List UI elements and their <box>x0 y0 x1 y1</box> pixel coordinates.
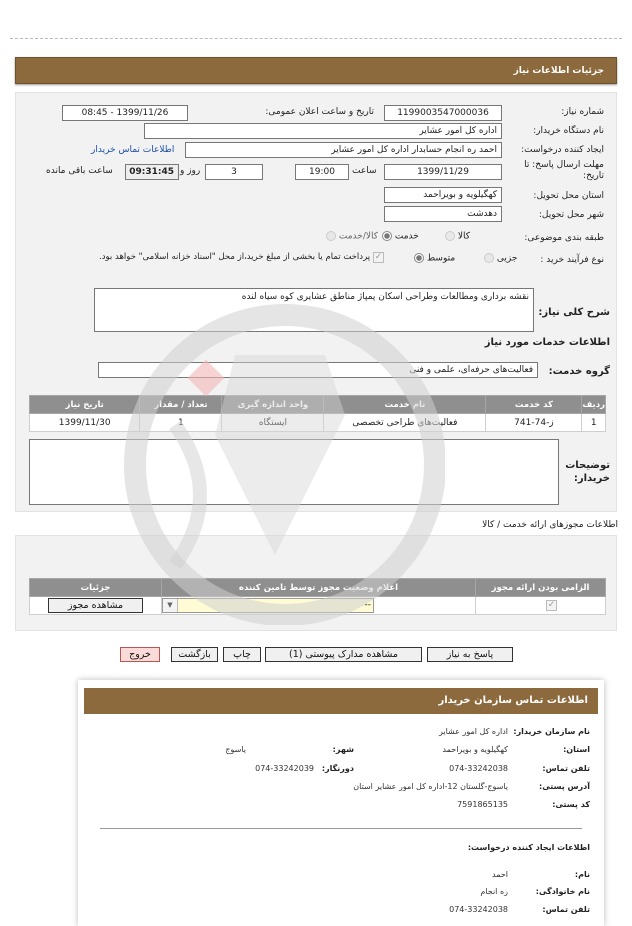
back-button[interactable]: بازگشت <box>171 647 218 662</box>
category-option-both[interactable]: کالا/خدمت <box>326 231 378 242</box>
description-box <box>94 288 534 332</box>
process-option-minor[interactable]: جزیی <box>484 253 517 264</box>
process-option-medium[interactable]: متوسط <box>414 253 455 264</box>
days-field: 3 <box>205 164 263 180</box>
permits-table <box>29 578 606 615</box>
days-label: روز و <box>180 166 201 176</box>
contact-card <box>78 680 604 926</box>
cell-date: 1399/11/30 <box>30 414 140 432</box>
contact-divider <box>100 828 582 829</box>
buyer-notes-label-2: خریدار: <box>573 473 610 484</box>
col-required: الزامی بودن ارائه مجوز <box>476 579 606 597</box>
col-unit: واحد اندازه گیری <box>222 396 324 414</box>
creator-family-label: نام خانوادگی: <box>535 887 590 896</box>
print-button[interactable]: چاپ <box>223 647 261 662</box>
contact-city-value: یاسوج <box>225 745 246 754</box>
creator-name-label: نام: <box>574 870 590 879</box>
contact-org-value: اداره کل امور عشایر <box>438 727 508 736</box>
attachments-button[interactable]: مشاهده مدارک پیوستی (1) <box>265 647 422 662</box>
checkmark-icon: ✓ <box>374 252 383 262</box>
deadline-time-field: 19:00 <box>295 164 349 180</box>
page-title: جزئیات اطلاعات نیاز <box>513 66 604 76</box>
deadline-label-2: تاریخ: <box>583 171 604 181</box>
services-table <box>29 395 606 432</box>
permit-status-select[interactable] <box>162 598 374 613</box>
permits-title: اطلاعات مجوزهای ارائه خدمت / کالا <box>482 520 618 530</box>
contact-fax-value: 074-33242039 <box>255 764 314 773</box>
contact-province-label: استان: <box>563 745 590 754</box>
city-field: دهدشت <box>384 206 502 222</box>
description-label: شرح کلی نیاز: <box>538 307 610 318</box>
need-number-label: شماره نیاز: <box>561 107 604 117</box>
remaining-label: ساعت باقی مانده <box>46 166 113 176</box>
col-status: اعلام وضعیت مجوز توسط تامین کننده <box>162 579 476 597</box>
province-field: کهگیلویه و بویراحمد <box>384 187 502 203</box>
need-number-field: 1199003547000036 <box>384 105 502 121</box>
cell-qty: 1 <box>140 414 222 432</box>
cell-name: فعالیت‌های طراحی تخصصی <box>324 414 486 432</box>
service-group-label: گروه خدمت: <box>548 366 610 377</box>
process-label: نوع فرآیند خرید : <box>540 255 604 265</box>
cell-unit: ایستگاه <box>222 414 324 432</box>
permit-select-value: -- <box>364 600 371 610</box>
service-group-field: فعالیت‌های حرفه‌ای، علمی و فنی <box>98 362 538 378</box>
creator-field: احمد ره انجام حسابدار اداره کل امور عشایر <box>185 142 502 158</box>
cell-code: ز-74-741 <box>486 414 582 432</box>
col-code: کد خدمت <box>486 396 582 414</box>
required-check-icon: ✓ <box>547 600 556 610</box>
table-row <box>30 414 606 432</box>
contact-fax-label: دورنگار: <box>321 764 354 773</box>
contact-address-value: یاسوج-گلستان 12-اداره کل امور عشایر استان <box>353 782 508 791</box>
col-qty: تعداد / مقدار <box>140 396 222 414</box>
creator-phone-label: تلفن تماس: <box>542 905 590 914</box>
table-row <box>30 597 606 615</box>
city-label: شهر محل تحویل: <box>538 210 604 220</box>
buyer-label: نام دستگاه خریدار: <box>533 126 604 136</box>
contact-city-label: شهر: <box>332 745 354 754</box>
contact-phone-label: تلفن تماس: <box>542 764 590 773</box>
contact-province-value: کهگیلویه و بویراحمد <box>442 745 508 754</box>
remaining-time-field: 09:31:45 <box>125 164 179 180</box>
services-section-title: اطلاعات خدمات مورد نیاز <box>484 337 610 348</box>
category-option-goods[interactable]: کالا <box>445 231 470 242</box>
time-label: ساعت <box>352 166 377 176</box>
contact-phone-value: 074-33242038 <box>449 764 508 773</box>
col-name: نام خدمت <box>324 396 486 414</box>
page-header <box>15 57 617 84</box>
description-text: نقشه برداری ومطالعات وطراحی اسکان پمپاژ مناطق عشایری کوه سیاه لنده <box>241 292 529 302</box>
cell-row: 1 <box>582 414 606 432</box>
category-label: طبقه بندی موضوعی: <box>524 233 604 243</box>
chevron-down-icon: ▼ <box>163 599 178 612</box>
contact-postal-label: کد پستی: <box>552 800 590 809</box>
col-date: تاریخ نیاز <box>30 396 140 414</box>
province-label: استان محل تحویل: <box>533 191 604 201</box>
announce-field: 1399/11/26 - 08:45 <box>62 105 188 121</box>
contact-postal-value: 7591865135 <box>457 800 508 809</box>
buyer-notes-box <box>29 439 559 505</box>
col-row: ردیف <box>582 396 606 414</box>
col-details: جزئیات <box>30 579 162 597</box>
deadline-label: مهلت ارسال پاسخ: تا <box>524 160 604 170</box>
deadline-date-field: 1399/11/29 <box>384 164 502 180</box>
radio-goods-icon <box>445 231 455 241</box>
radio-medium-icon <box>414 253 424 263</box>
buyer-notes-label: توضیحات <box>565 460 610 471</box>
creator-phone-value: 074-33242038 <box>449 905 508 914</box>
announce-label: تاریخ و ساعت اعلان عمومی: <box>265 107 374 117</box>
exit-button[interactable]: خروج <box>120 647 160 662</box>
radio-minor-icon <box>484 253 494 263</box>
creator-name-value: احمد <box>492 870 508 879</box>
creator-family-value: ره انجام <box>480 887 508 896</box>
radio-both-icon <box>326 231 336 241</box>
category-option-service[interactable]: خدمت <box>382 231 419 242</box>
view-permit-button[interactable]: مشاهده مجوز <box>48 598 143 613</box>
contact-header: اطلاعات تماس سازمان خریدار <box>84 688 598 714</box>
reply-button[interactable]: پاسخ به نیاز <box>427 647 513 662</box>
top-divider <box>10 38 622 39</box>
contact-org-label: نام سازمان خریدار: <box>513 727 590 736</box>
contact-address-label: آدرس پستی: <box>539 782 590 791</box>
radio-service-icon <box>382 231 392 241</box>
creator-info-title: اطلاعات ایجاد کننده درخواست: <box>467 843 590 852</box>
payment-note: ✓ پرداخت تمام یا بخشی از مبلغ خرید،از محل "اسناد خزانه اسلامی" خواهد بود. <box>99 252 383 262</box>
creator-label: ایجاد کننده درخواست: <box>521 145 604 155</box>
buyer-field: اداره کل امور عشایر <box>144 123 502 139</box>
buyer-contact-link[interactable]: اطلاعات تماس خریدار <box>91 145 175 155</box>
